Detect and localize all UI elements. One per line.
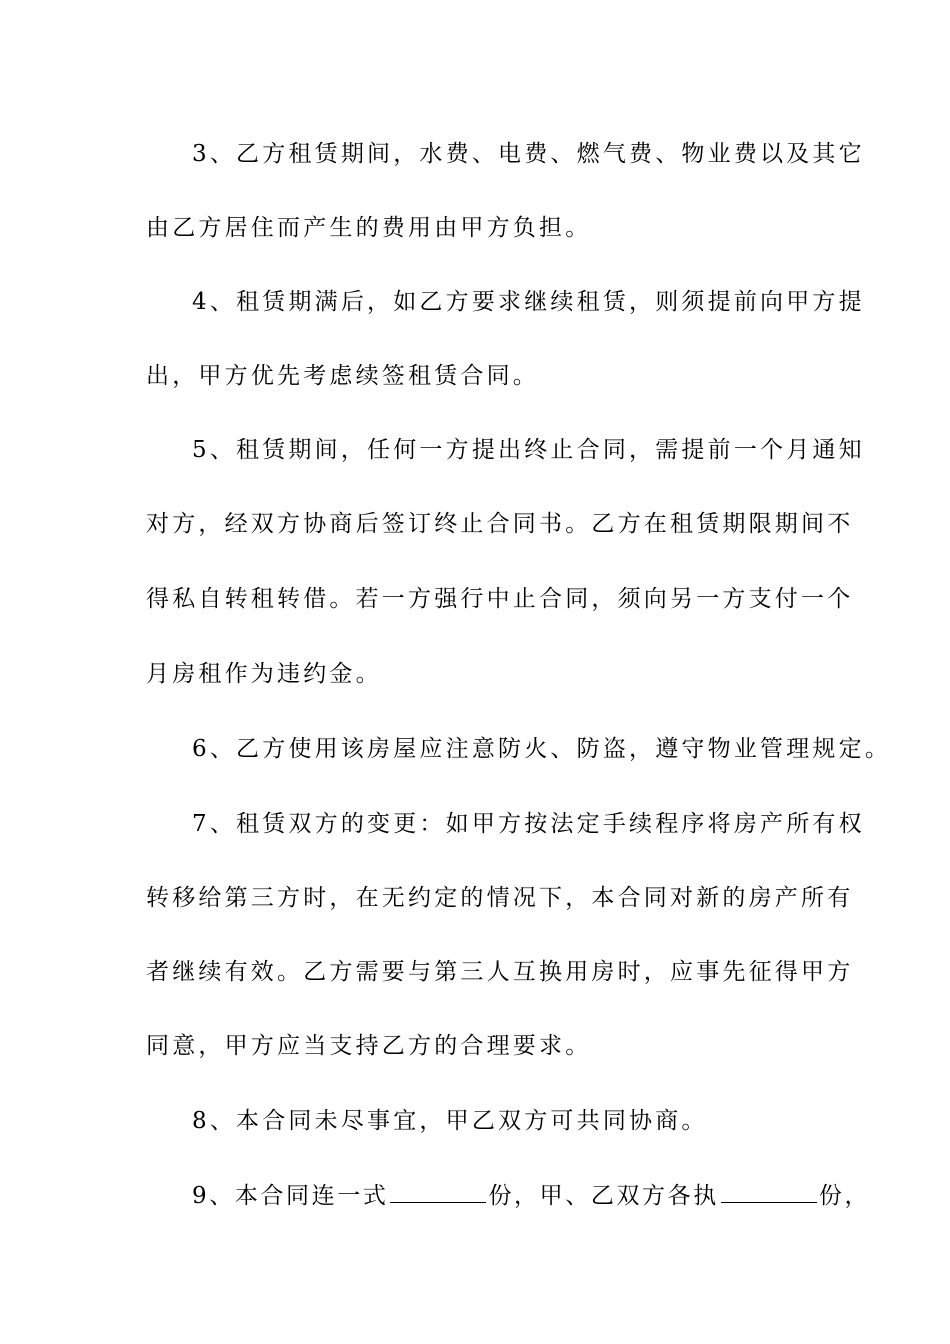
clause-5-line-3: 得私自转租转借。若一方强行中止合同，须向另一方支付一个 [146,586,854,612]
clause-9-text-1: 9、本合同连一式 [192,1183,389,1209]
clause-9-text-2: 份，甲、乙双方各执 [488,1183,719,1209]
clause-7-line-3: 者继续有效。乙方需要与第三人互换用房时，应事先征得甲方 [146,959,854,985]
clause-5-line-2: 对方，经双方协商后签订终止合同书。乙方在租赁期限期间不 [146,511,854,537]
clause-3-line-1: 3、乙方租赁期间，水费、电费、燃气费、物业费以及其它 [192,141,865,167]
clause-5-line-1: 5、租赁期间，任何一方提出终止合同，需提前一个月通知 [192,437,865,463]
copies-each-blank [721,1201,817,1203]
clause-3-line-2: 由乙方居住而产生的费用由甲方负担。 [146,215,592,241]
clause-9-text-3: 份， [818,1183,871,1209]
clause-9-line-1 [0,1176,950,1216]
clause-5-line-4: 月房租作为违约金。 [146,661,382,687]
clause-8-line-1: 8、本合同未尽事宜，甲乙双方可共同协商。 [192,1108,708,1134]
clause-7-line-1: 7、租赁双方的变更：如甲方按法定手续程序将房产所有权 [192,811,865,837]
clause-7-line-4: 同意，甲方应当支持乙方的合理要求。 [146,1033,592,1059]
copies-total-blank [390,1201,486,1203]
clause-7-line-2: 转移给第三方时，在无约定的情况下，本合同对新的房产所有 [146,885,854,911]
clause-6-line-1: 6、乙方使用该房屋应注意防火、防盗，遵守物业管理规定。 [192,736,892,762]
clause-4-line-1: 4、租赁期满后，如乙方要求继续租赁，则须提前向甲方提 [192,289,865,315]
clause-4-line-2: 出，甲方优先考虑续签租赁合同。 [146,363,539,389]
